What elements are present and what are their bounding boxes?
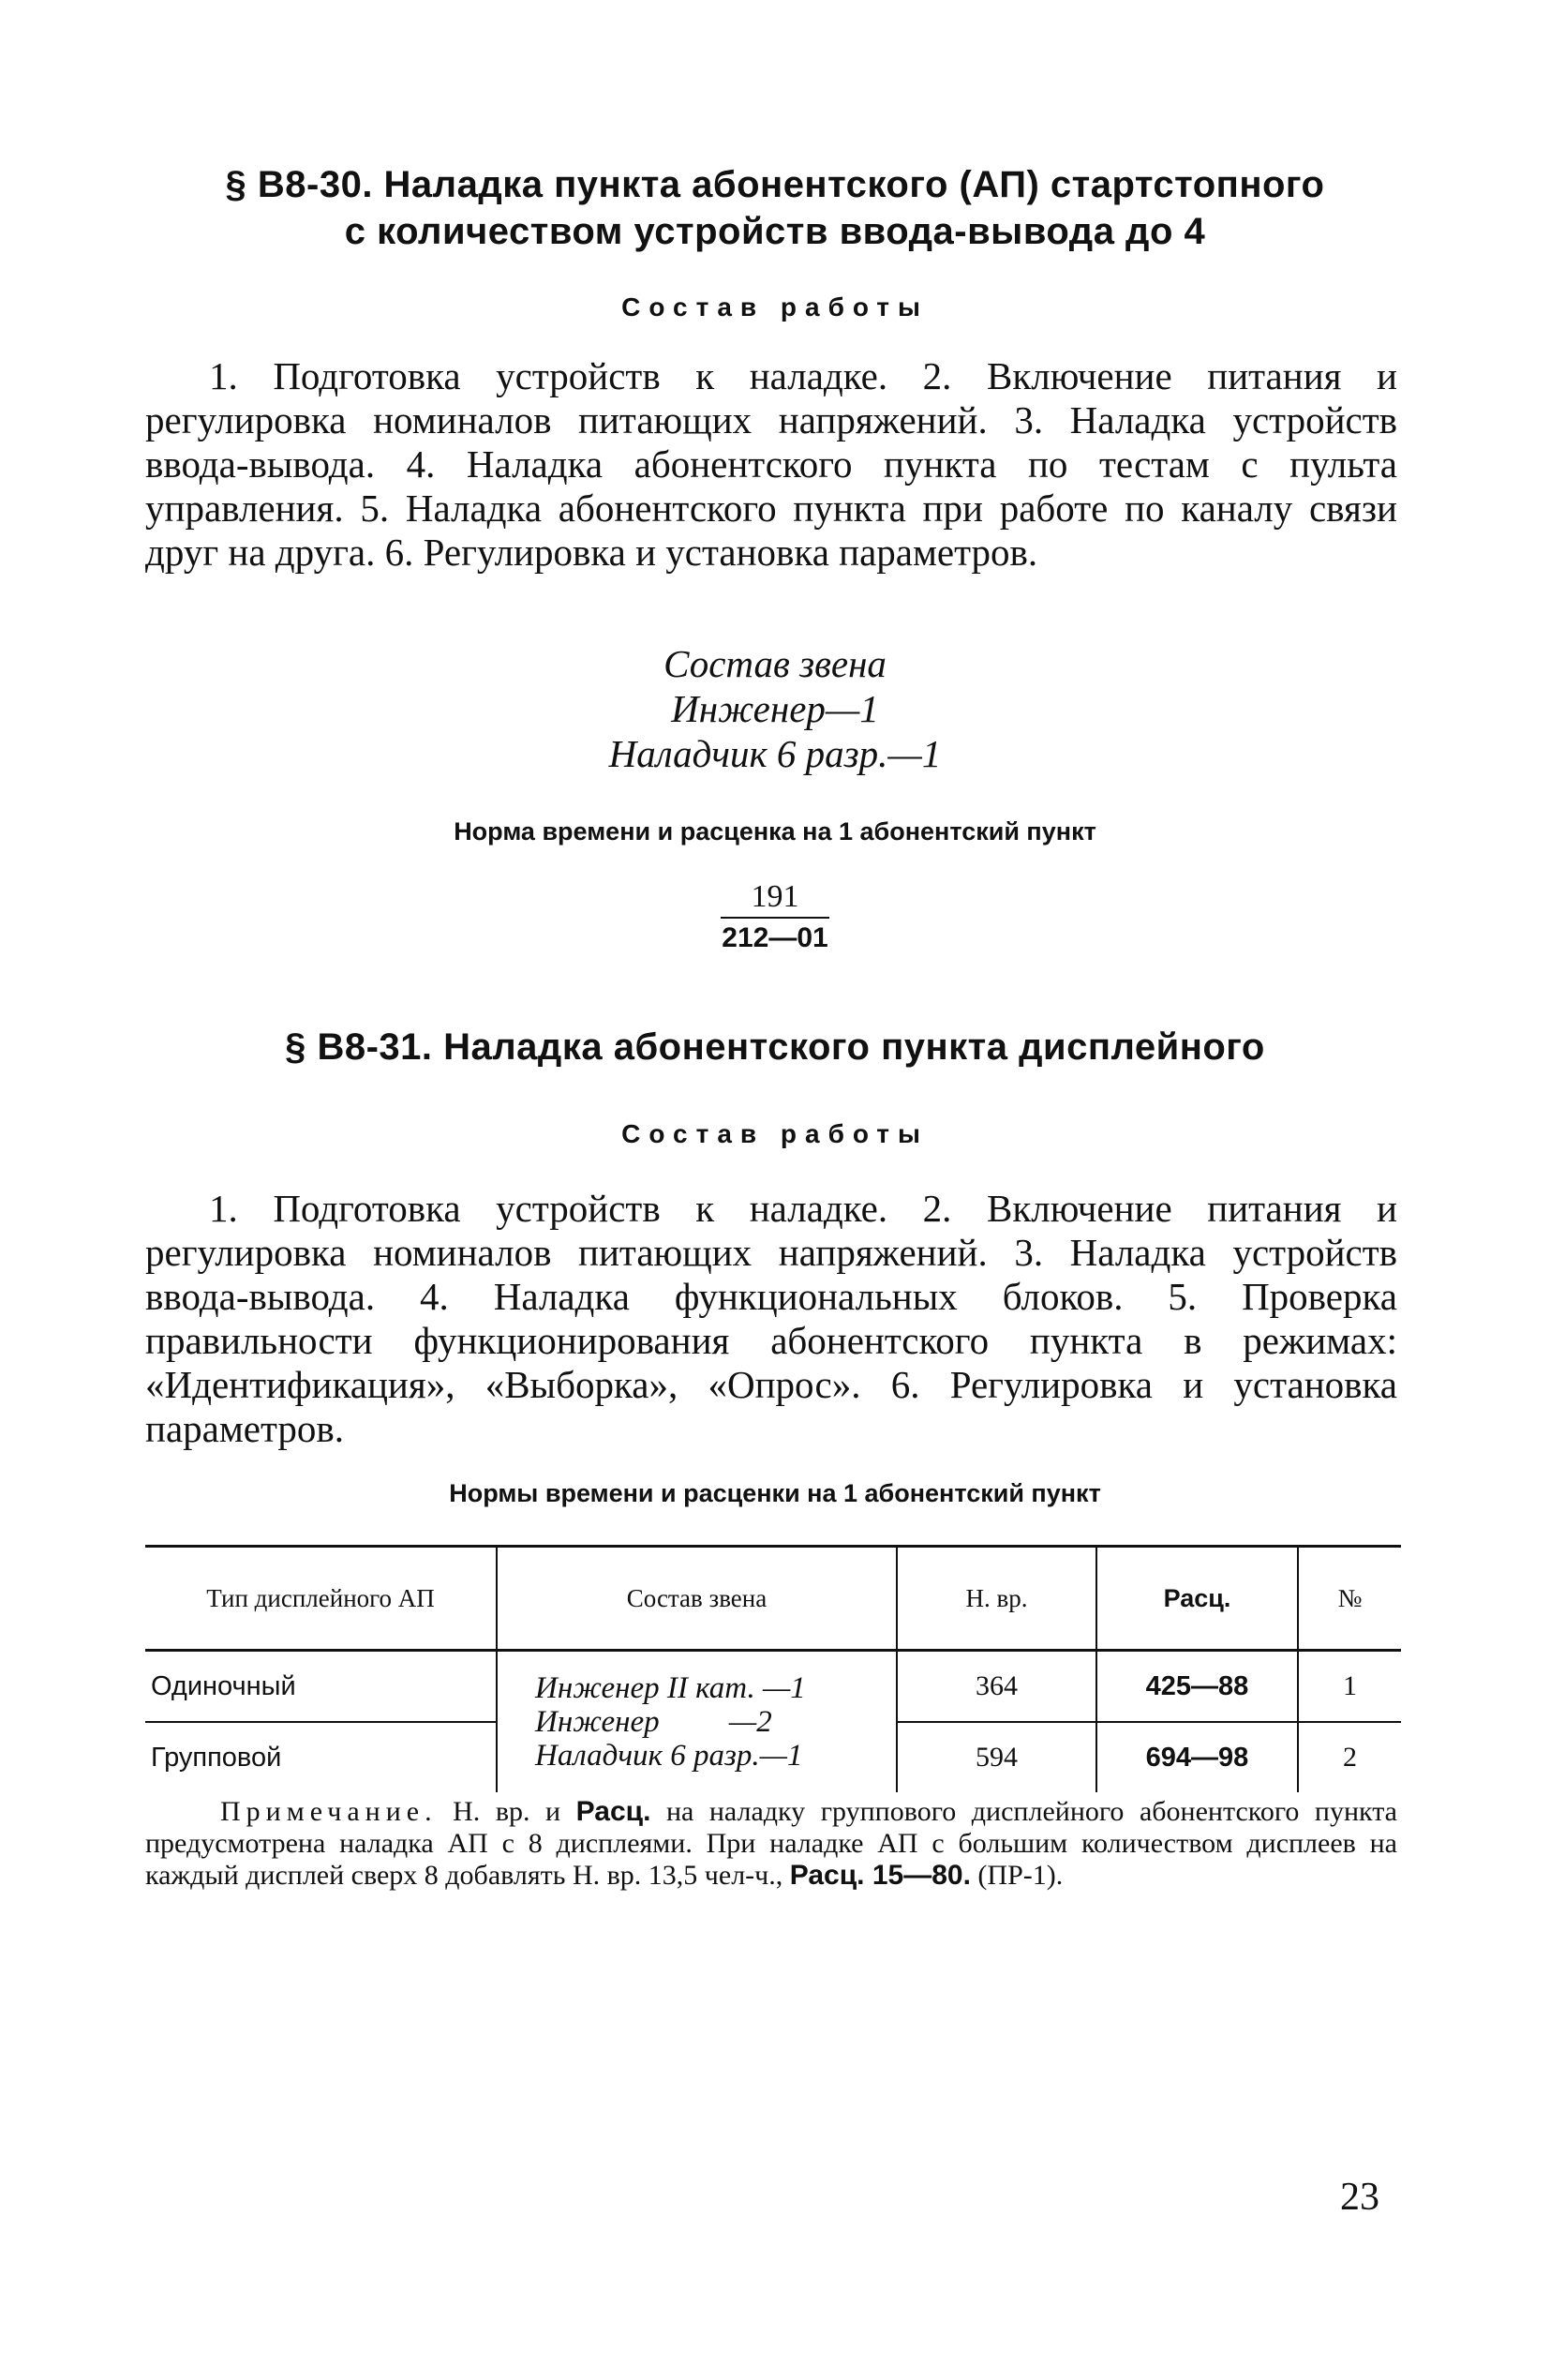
norms-table <box>145 1545 1401 1792</box>
section-b8-30-title-line2: с количеством устройств ввода-вывода до 4 <box>344 211 1206 252</box>
table-row <box>145 1651 1401 1723</box>
cell-staff <box>497 1651 897 1793</box>
norm-numerator: 191 <box>751 879 799 914</box>
note-label: Примечание. <box>220 1796 438 1827</box>
cell-time: 594 <box>897 1722 1096 1792</box>
table-header-row <box>145 1547 1401 1651</box>
cell-rate: 425—88 <box>1096 1651 1298 1723</box>
section-b8-30-title-line1: § В8-30. Наладка пункта абонентского (АП) стартстопного <box>225 164 1325 205</box>
header-type: Тип дисплейного АП <box>145 1547 497 1651</box>
cell-time: 364 <box>897 1651 1096 1723</box>
cell-num: 1 <box>1298 1651 1401 1723</box>
work-heading-1: Состав работы <box>621 292 929 322</box>
cell-type: Групповой <box>151 1742 282 1773</box>
staff-line-1: Инженер II кат. —1 <box>535 1671 806 1705</box>
note-bold-2: Расц. 15—80. <box>789 1860 971 1891</box>
header-rate: Расц. <box>1096 1547 1298 1651</box>
section-b8-30-title <box>141 161 1409 255</box>
norm-heading-2: Нормы времени и расценки на 1 абонентский пункт <box>449 1479 1101 1507</box>
note-text-1: Н. вр. и <box>437 1796 576 1827</box>
staff-line-2: Инженер —2 <box>535 1705 772 1739</box>
norm-fraction <box>681 879 869 954</box>
note-text-2: на наладку группового дисплейного абонентского пункта предусмотрена наладка АП с 8 дисплеями. При наладке АП с большим количеством дисплеев на каждый дисплей сверх 8 добавлять Н. вр. 13,5 чел-ч., <box>145 1796 1397 1891</box>
work-text-2: 1. Подготовка устройств к наладке. 2. Включение питания и регулировка номиналов питающих напряжений. 3. Наладка устройств ввода-вывода. 4. Наладка функциональных блоков. 5. Проверка правильности функционирования абонентского пункта в режимах: «Идентификация», «Выборка», «Опрос». 6. Регулировка и установка параметров. <box>145 1187 1397 1450</box>
cell-num: 2 <box>1298 1722 1401 1792</box>
work-text-1: 1. Подготовка устройств к наладке. 2. Включение питания и регулировка номиналов питающих напряжений. 3. Наладка устройств ввода-вывода. 4. Наладка абонентского пункта по тестам с пульта управления. 5. Наладка абонентского пункта при работе по каналу связи друг на друга. 6. Регулировка и установка параметров. <box>145 354 1397 574</box>
header-staff: Состав звена <box>497 1547 897 1651</box>
note-text-3: (ПР-1). <box>970 1860 1064 1891</box>
cell-type: Одиночный <box>145 1651 497 1723</box>
brigade-block <box>141 641 1409 776</box>
staff-line-3: Наладчик 6 разр.—1 <box>535 1739 803 1773</box>
brigade-line-engineer: Инженер—1 <box>671 687 879 730</box>
header-time: Н. вр. <box>897 1547 1096 1651</box>
header-num: № <box>1298 1547 1401 1651</box>
work-heading-2: Состав работы <box>621 1119 929 1148</box>
brigade-line-adjuster: Наладчик 6 разр.—1 <box>608 732 942 775</box>
norm-heading-1: Норма времени и расценка на 1 абонентский пункт <box>454 817 1096 846</box>
section-b8-31-title: § В8-31. Наладка абонентского пункта дисплейного <box>285 1026 1265 1068</box>
note-bold-1: Расц. <box>575 1796 651 1827</box>
page-number: 23 <box>1340 2176 1379 2219</box>
brigade-heading: Состав звена <box>663 642 887 685</box>
cell-rate: 694—98 <box>1096 1722 1298 1792</box>
norm-denominator: 212—01 <box>722 922 828 953</box>
table-note <box>145 1796 1397 1892</box>
